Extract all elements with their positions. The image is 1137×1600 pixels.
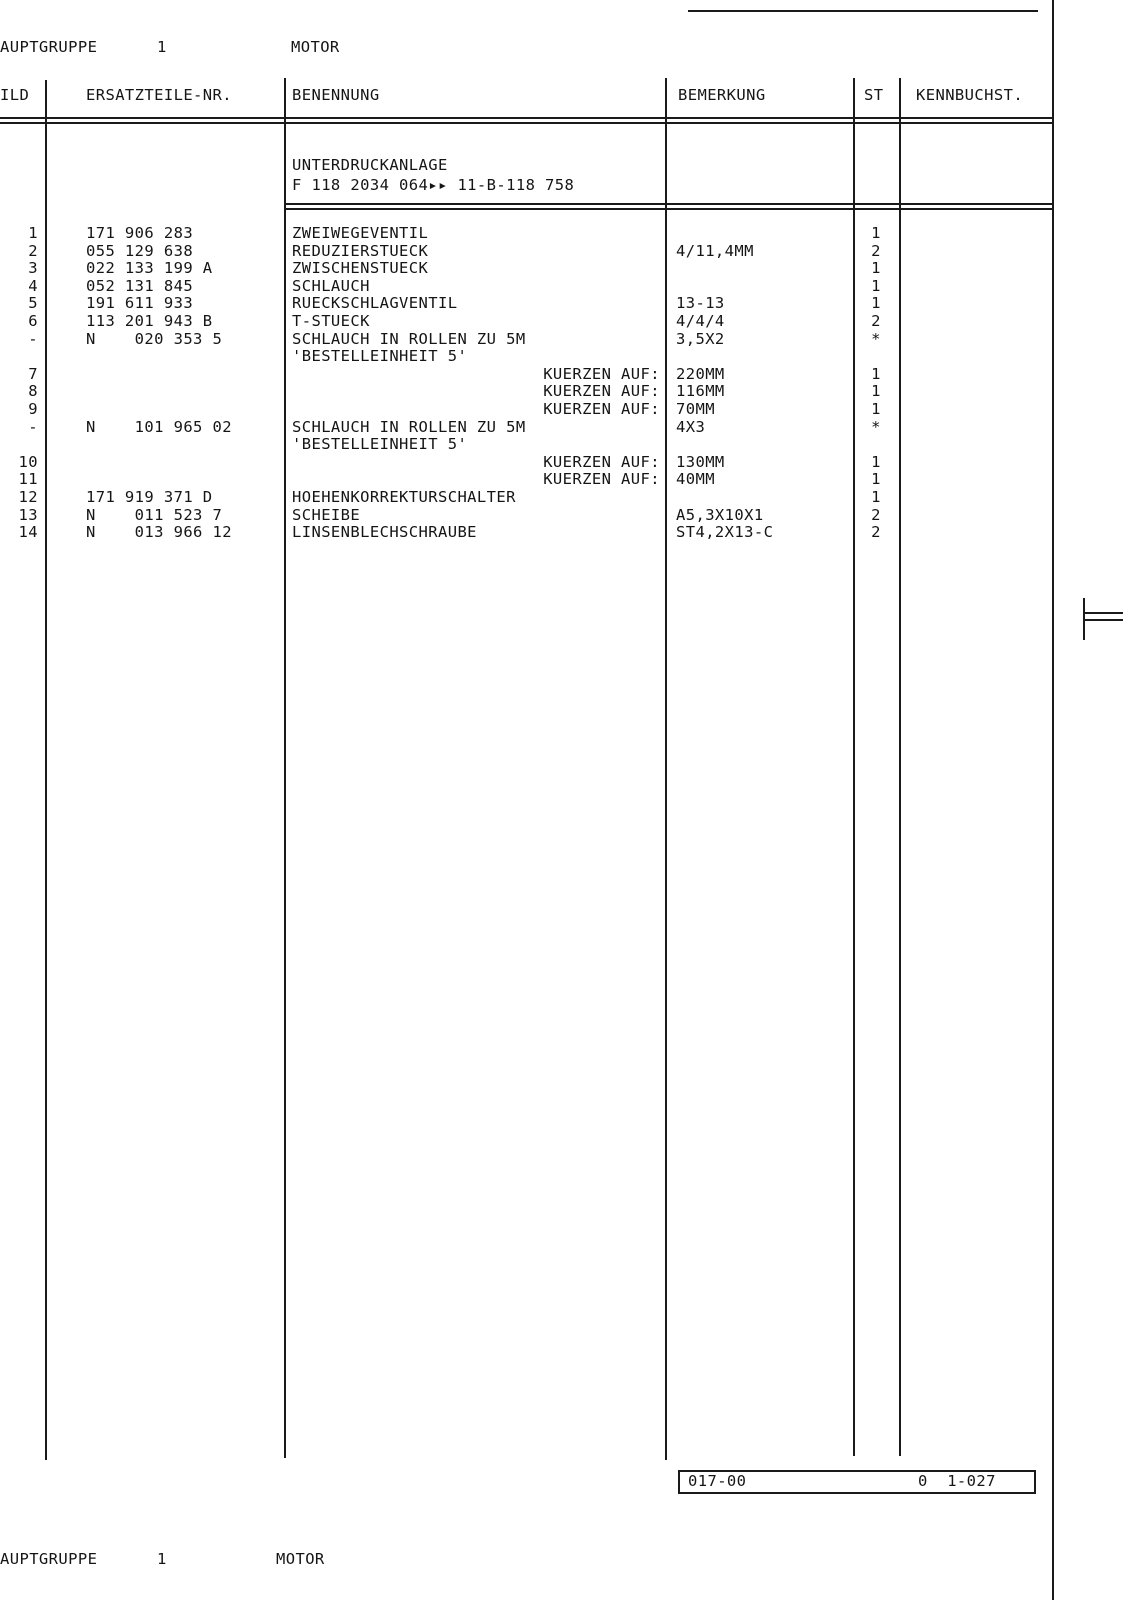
row-bild-number: 1: [28, 224, 38, 242]
row-description: SCHEIBE: [292, 506, 361, 524]
row-description: ZWEIWEGEVENTIL: [292, 224, 429, 242]
row-quantity: 2: [871, 523, 881, 541]
row-description: RUECKSCHLAGVENTIL: [292, 294, 458, 312]
row-description: 'BESTELLEINHEIT 5': [292, 347, 468, 365]
col-header-remark: BEMERKUNG: [678, 86, 766, 104]
row-part-number: 171 906 283: [86, 224, 194, 242]
row-bild-number: -: [28, 418, 38, 436]
row-remark: A5,3X10X1: [676, 506, 764, 524]
row-part-number: 055 129 638: [86, 242, 194, 260]
header-rule-bottom: [0, 122, 1052, 124]
assembly-ref: F 118 2034 064▸▸ 11-B-118 758: [292, 176, 575, 194]
next-group-label: AUPTGRUPPE: [0, 1550, 98, 1568]
col-header-bild: ILD: [0, 86, 30, 104]
row-quantity: 1: [871, 488, 881, 506]
row-remark: 220MM: [676, 365, 725, 383]
binder-mark-h1: [1083, 612, 1123, 614]
row-bild-number: 8: [28, 382, 38, 400]
row-bild-number: 2: [28, 242, 38, 260]
row-description: T-STUECK: [292, 312, 370, 330]
assembly-rule-bottom: [286, 208, 1052, 210]
row-bild-number: 13: [18, 506, 38, 524]
row-bild-number: 11: [18, 470, 38, 488]
row-bild-number: 12: [18, 488, 38, 506]
col-header-qty: ST: [864, 86, 884, 104]
row-bild-number: 14: [18, 523, 38, 541]
row-part-number: N 011 523 7: [86, 506, 223, 524]
page-code: 017-00: [688, 1472, 747, 1490]
next-group-number: 1: [157, 1550, 167, 1568]
col-divider-3: [665, 78, 667, 1460]
row-quantity: 1: [871, 382, 881, 400]
row-part-number: N 013 966 12: [86, 523, 232, 541]
row-bild-number: 9: [28, 400, 38, 418]
next-group-name: MOTOR: [276, 1550, 325, 1568]
row-quantity: 2: [871, 506, 881, 524]
stamp-line: [688, 10, 1038, 12]
col-divider-4: [853, 78, 855, 1456]
header-rule-top: [0, 117, 1052, 119]
row-bild-number: 10: [18, 453, 38, 471]
row-description: ZWISCHENSTUECK: [292, 259, 429, 277]
col-header-code: KENNBUCHST.: [916, 86, 1024, 104]
row-quantity: 2: [871, 242, 881, 260]
page-ref: 0 1-027: [918, 1472, 996, 1490]
row-quantity: 1: [871, 400, 881, 418]
row-quantity: 1: [871, 453, 881, 471]
row-bild-number: 7: [28, 365, 38, 383]
group-name: MOTOR: [291, 38, 340, 56]
col-header-name: BENENNUNG: [292, 86, 380, 104]
row-description: HOEHENKORREKTURSCHALTER: [292, 488, 516, 506]
row-remark: 116MM: [676, 382, 725, 400]
row-bild-number: 5: [28, 294, 38, 312]
row-description: KUERZEN AUF:: [543, 470, 660, 488]
col-divider-1: [45, 80, 47, 1460]
row-quantity: 1: [871, 259, 881, 277]
row-part-number: 052 131 845: [86, 277, 194, 295]
assembly-title: UNTERDRUCKANLAGE: [292, 156, 448, 174]
row-description: SCHLAUCH IN ROLLEN ZU 5M: [292, 330, 526, 348]
row-quantity: 1: [871, 365, 881, 383]
row-quantity: 2: [871, 312, 881, 330]
row-description: KUERZEN AUF:: [543, 400, 660, 418]
row-description: KUERZEN AUF:: [543, 382, 660, 400]
group-label: AUPTGRUPPE: [0, 38, 98, 56]
col-divider-2: [284, 78, 286, 1458]
row-remark: 130MM: [676, 453, 725, 471]
row-part-number: 191 611 933: [86, 294, 194, 312]
row-part-number: 171 919 371 D: [86, 488, 213, 506]
row-bild-number: 4: [28, 277, 38, 295]
row-quantity: *: [871, 330, 881, 348]
row-description: SCHLAUCH: [292, 277, 370, 295]
binder-mark-h2: [1083, 619, 1123, 621]
page-right-border: [1052, 0, 1054, 1600]
row-part-number: N 101 965 02: [86, 418, 232, 436]
row-quantity: 1: [871, 470, 881, 488]
row-description: SCHLAUCH IN ROLLEN ZU 5M: [292, 418, 526, 436]
row-part-number: 022 133 199 A: [86, 259, 213, 277]
row-part-number: 113 201 943 B: [86, 312, 213, 330]
group-number: 1: [157, 38, 167, 56]
col-divider-5: [899, 78, 901, 1456]
row-quantity: 1: [871, 277, 881, 295]
row-remark: 4/4/4: [676, 312, 725, 330]
row-remark: 40MM: [676, 470, 715, 488]
row-description: KUERZEN AUF:: [543, 453, 660, 471]
row-description: KUERZEN AUF:: [543, 365, 660, 383]
row-bild-number: 6: [28, 312, 38, 330]
row-remark: 4X3: [676, 418, 706, 436]
row-quantity: 1: [871, 224, 881, 242]
row-description: 'BESTELLEINHEIT 5': [292, 435, 468, 453]
row-remark: 3,5X2: [676, 330, 725, 348]
row-quantity: 1: [871, 294, 881, 312]
row-bild-number: 3: [28, 259, 38, 277]
row-quantity: *: [871, 418, 881, 436]
row-remark: 4/11,4MM: [676, 242, 754, 260]
assembly-rule-top: [286, 203, 1052, 205]
row-bild-number: -: [28, 330, 38, 348]
row-remark: 13-13: [676, 294, 725, 312]
col-header-part-no: ERSATZTEILE-NR.: [86, 86, 232, 104]
row-description: LINSENBLECHSCHRAUBE: [292, 523, 477, 541]
row-remark: ST4,2X13-C: [676, 523, 774, 541]
row-description: REDUZIERSTUECK: [292, 242, 429, 260]
row-remark: 70MM: [676, 400, 715, 418]
row-part-number: N 020 353 5: [86, 330, 223, 348]
